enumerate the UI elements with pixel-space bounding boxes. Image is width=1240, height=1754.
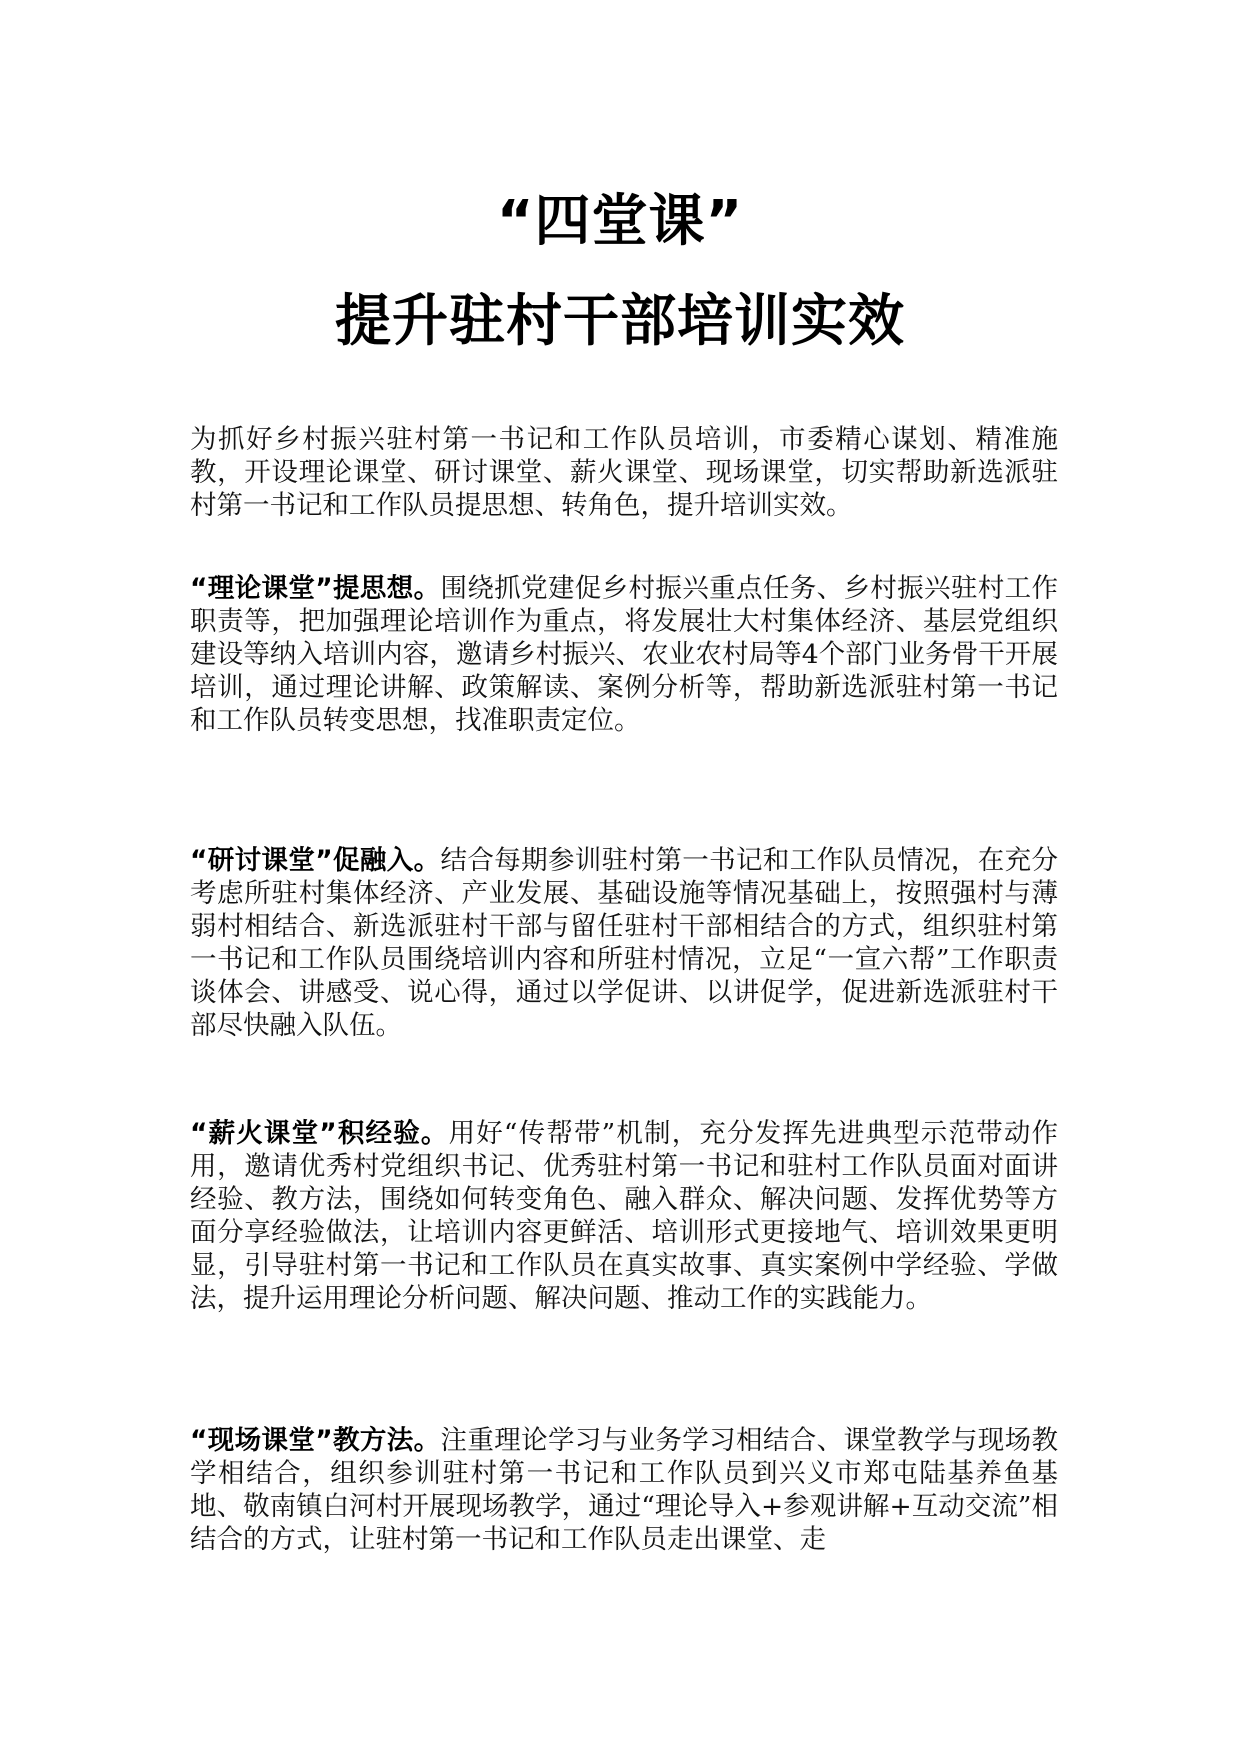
section-text-theory: 围绕抓党建促乡村振兴重点任务、乡村振兴驻村工作职责等，把加强理论培训作为重点，将发展壮大村集体经济、基层党组织建设等纳入培训内容，邀请乡村振兴、农业农村局等4个部门业务骨干开展培训，通过理论讲解、政策解读、案例分析等，帮助新选派驻村第一书记和工作队员转变思想，找准职责定位。 <box>190 573 1058 736</box>
intro-paragraph <box>190 423 1058 522</box>
section-text-discussion: 结合每期参训驻村第一书记和工作队员情况，在充分考虑所驻村集体经济、产业发展、基础设施等情况基础上，按照强村与薄弱村相结合、新选派驻村干部与留任驻村干部相结合的方式，组织驻村第一书记和工作队员围绕培训内容和所驻村情况，立足“一宣六帮”工作职责谈体会、讲感受、说心得，通过以学促讲、以讲促学，促进新选派驻村干部尽快融入队伍。 <box>190 845 1058 1041</box>
section-lead-theory: “理论课堂”提思想。 <box>190 573 441 604</box>
section-paragraph-experience <box>190 1117 1058 1315</box>
document-title-line-2: 提升驻村干部培训实效 <box>335 289 905 354</box>
section-text-onsite: 注重理论学习与业务学习相结合、课堂教学与现场教学相结合，组织参训驻村第一书记和工作队员到兴义市郑屯陆基养鱼基地、敬南镇白河村开展现场教学，通过“理论导入+参观讲解+互动交流”相结合的方式，让驻村第一书记和工作队员走出课堂、走 <box>190 1425 1058 1555</box>
section-text-experience: 用好“传帮带”机制，充分发挥先进典型示范带动作用，邀请优秀村党组织书记、优秀驻村第一书记和驻村工作队员面对面讲经验、教方法，围绕如何转变角色、融入群众、解决问题、发挥优势等方面分享经验做法，让培训内容更鲜活、培训形式更接地气、培训效果更明显，引导驻村第一书记和工作队员在真实故事、真实案例中学经验、学做法，提升运用理论分析问题、解决问题、推动工作的实践能力。 <box>190 1118 1058 1314</box>
section-paragraph-theory <box>190 572 1058 737</box>
document-title-line-1: “四堂课” <box>496 189 744 254</box>
section-lead-experience: “薪火课堂”积经验。 <box>190 1118 449 1149</box>
section-lead-onsite: “现场课堂”教方法。 <box>190 1425 441 1456</box>
title-block <box>0 172 1240 372</box>
section-lead-discussion: “研讨课堂”促融入。 <box>190 845 441 876</box>
section-paragraph-discussion <box>190 844 1058 1042</box>
section-paragraph-onsite <box>190 1424 1058 1556</box>
intro-text: 为抓好乡村振兴驻村第一书记和工作队员培训，市委精心谋划、精准施教，开设理论课堂、研讨课堂、薪火课堂、现场课堂，切实帮助新选派驻村第一书记和工作队员提思想、转角色，提升培训实效。 <box>190 424 1058 521</box>
